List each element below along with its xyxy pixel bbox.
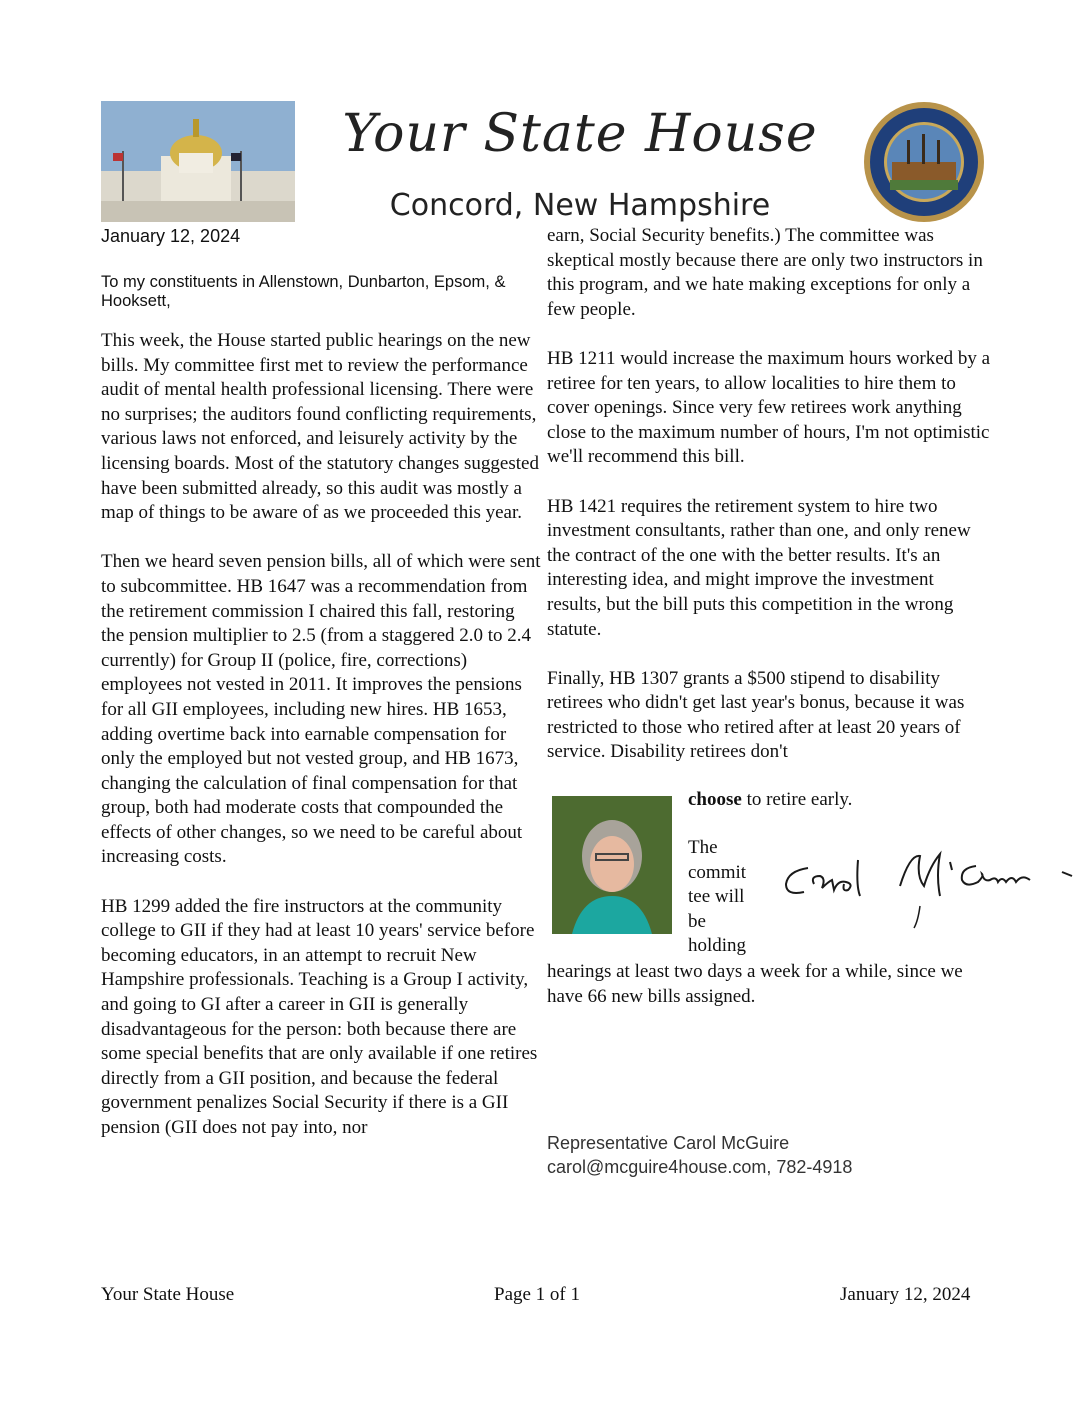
paragraph: Then we heard seven pension bills, all of which were sent to subcommittee. HB 1647 was a recommendation from the retirement commission I chaired this fall, restoring the pension multiplier to 2.5 (from a staggered 2.0 to 2.4 currently) for Group II (police, fire, corrections) employees not vested in 2011. It improves the pensions for all GII employees, including new hires. HB 1653, adding overtime back into earnable compensation for only the employed but not vested group, and HB 1673, changing the calculation of final compensation for that group, both had moderate costs that compounded the effects of other changes, so we need to be careful about increasing costs. xyxy=(101,551,541,868)
text-line: commit xyxy=(688,861,747,883)
footer-page-number: Page 1 of 1 xyxy=(494,1284,581,1305)
emphasis-text: choose xyxy=(688,789,742,810)
text-line: tee will xyxy=(688,886,745,908)
left-column xyxy=(101,329,541,1165)
greeting: To my constituents in Allenstown, Dunbarton, Epsom, & Hooksett, xyxy=(101,273,506,310)
signature-contact: carol@mcguire4house.com, 782-4918 xyxy=(547,1157,853,1177)
paragraph: HB 1299 added the fire instructors at the community college to GII if they had at least 10 years' service before becoming educators, in an attempt to recruit New Hampshire professionals. Teaching is a Group I activity, and going to GI after a career in GII is generally disadvantageous for the person: both because there are some special benefits that are only available if one retires directly from a GII position, and because the federal government penalizes Social Security if there is a GII pension (GII does not pay into, nor xyxy=(101,895,538,1138)
choose-rest: to retire early. xyxy=(741,789,853,810)
state-house-dome-photo xyxy=(101,101,295,222)
masthead-subtitle: Concord, New Hampshire xyxy=(389,188,771,223)
letter-date: January 12, 2024 xyxy=(101,226,241,246)
masthead-title: Your State House xyxy=(342,104,818,164)
paragraph: Finally, HB 1307 grants a $500 stipend to disability retirees who didn't get last year's bonus, because it was restricted to those who retired after at least 20 years of service. Disability retirees don't xyxy=(547,667,965,763)
paragraph: HB 1421 requires the retirement system to hire two investment consultants, rather than one, and only renew the contract of the one with the better results. It's an interesting idea, and might improve the investment results, but the bill puts this competition in the wrong statute. xyxy=(547,495,971,640)
new-hampshire-seal-icon xyxy=(862,100,986,224)
handwritten-signature xyxy=(780,846,1080,936)
footer-left: Your State House xyxy=(101,1284,235,1305)
paragraph: HB 1211 would increase the maximum hours worked by a retiree for ten years, to allow localities to hire them to cover openings. Since very few retirees work anything close to the maximum number of hours, I'm not optimistic we'll recommend this bill. xyxy=(547,347,991,468)
right-column xyxy=(547,224,992,765)
wrapped-text xyxy=(688,836,768,959)
choose-line xyxy=(688,788,852,813)
footer-date: January 12, 2024 xyxy=(840,1284,971,1305)
text-line: be xyxy=(688,910,706,932)
signature-name: Representative Carol McGuire xyxy=(547,1133,790,1153)
text-line: holding xyxy=(688,935,747,957)
portrait-photo xyxy=(552,796,672,934)
paragraph: This week, the House started public hearings on the new bills. My committee first met to review the performance audit of mental health professional licensing. There were no surprises; the auditors found conflicting requirements, various laws not enforced, and leisurely activity by the licensing boards. Most of the statutory changes suggested have been submitted already, so this audit was mostly a map of things to be aware of as we proceeded this year. xyxy=(101,330,539,524)
text-line: The xyxy=(688,837,718,858)
paragraph: earn, Social Security benefits.) The committee was skeptical mostly because there are only two instructors in this program, and we hate making exceptions for only a few people. xyxy=(547,225,983,320)
closing-paragraph: hearings at least two days a week for a while, since we have 66 new bills assigned. xyxy=(547,961,963,1007)
